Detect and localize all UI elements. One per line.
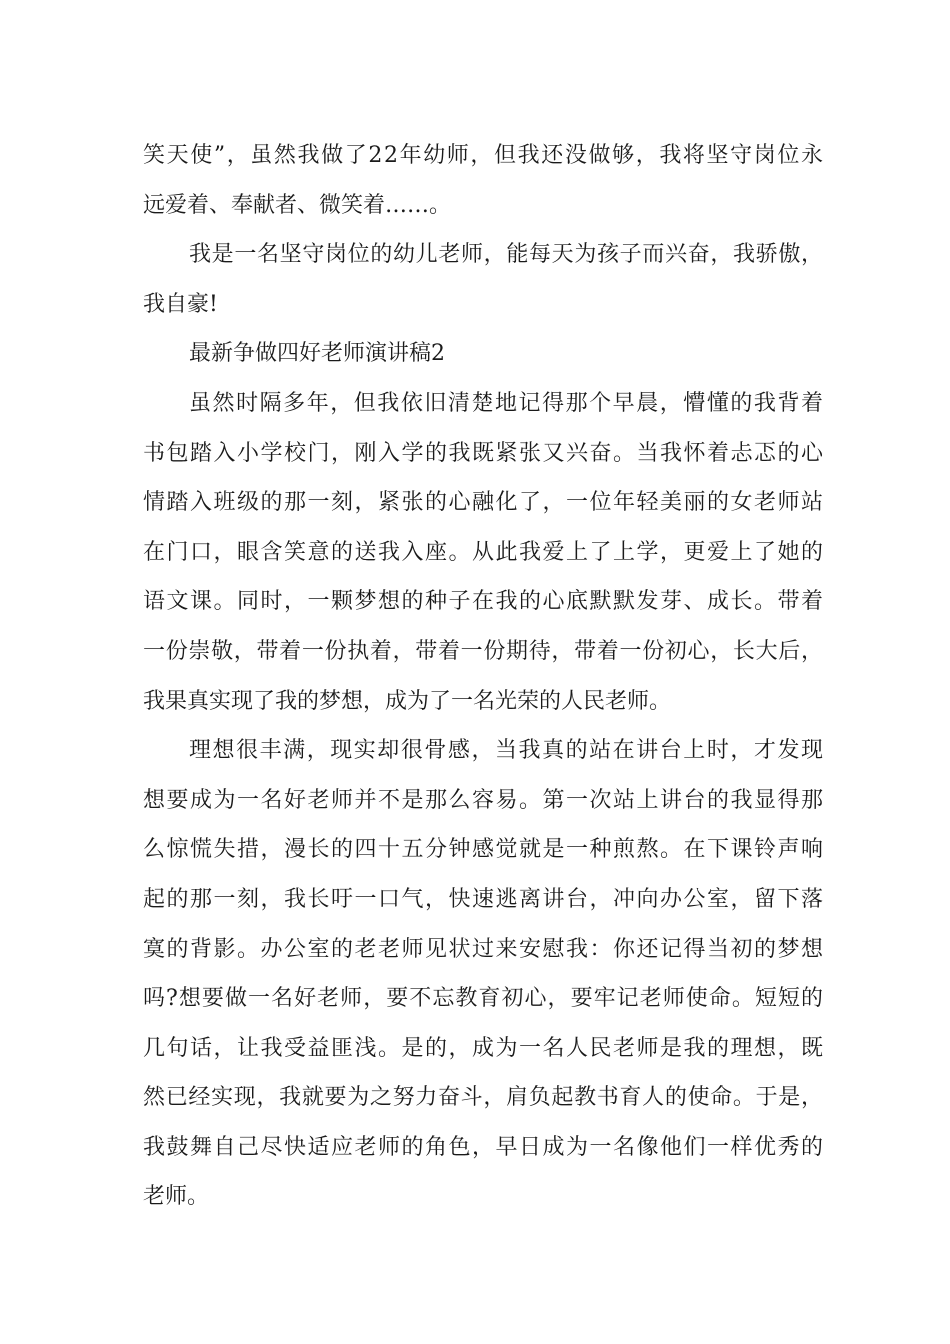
text-line: 我鼓舞自己尽快适应老师的角色，早日成为一名像他们一样优秀的 (143, 1134, 825, 1160)
text-line: 笑天使”，虽然我做了22年幼师，但我还没做够，我将坚守岗位永 (143, 143, 825, 168)
text-line: 老师。 (143, 1184, 210, 1210)
text-line: 虽然时隔多年，但我依旧清楚地记得那个早晨，懵懂的我背着 (189, 390, 825, 416)
text-line: 起的那一刻，我长吁一口气，快速逃离讲台，冲向办公室，留下落 (143, 886, 825, 912)
text-line: 么惊慌失措，漫长的四十五分钟感觉就是一种煎熬。在下课铃声响 (143, 837, 825, 863)
text-line: 然已经实现，我就要为之努力奋斗，肩负起教书育人的使命。于是， (143, 1085, 824, 1111)
document-body (143, 131, 823, 1222)
text-line: 在门口，眼含笑意的送我入座。从此我爱上了上学，更爱上了她的 (143, 539, 825, 565)
text-line: 语文课。同时，一颗梦想的种子在我的心底默默发芽、成长。带着 (143, 589, 825, 615)
text-line: 情踏入班级的那一刻，紧张的心融化了，一位年轻美丽的女老师站 (143, 490, 825, 516)
text-line: 吗?想要做一名好老师，要不忘教育初心，要牢记老师使命。短短的 (143, 986, 825, 1012)
text-line: 书包踏入小学校门，刚入学的我既紧张又兴奋。当我怀着忐忑的心 (143, 440, 825, 466)
text-line: 我果真实现了我的梦想，成为了一名光荣的人民老师。 (143, 688, 672, 714)
text-line: 几句话，让我受益匪浅。是的，成为一名人民老师是我的理想，既 (143, 1035, 825, 1061)
text-line: 想要成为一名好老师并不是那么容易。第一次站上讲台的我显得那 (143, 787, 825, 813)
text-line: 理想很丰满，现实却很骨感，当我真的站在讲台上时，才发现 (189, 738, 825, 764)
section-heading: 最新争做四好老师演讲稿2 (189, 341, 445, 367)
text-line: 一份崇敬，带着一份执着，带着一份期待，带着一份初心，长大后， (143, 638, 824, 664)
text-line: 寞的背影。办公室的老老师见状过来安慰我：你还记得当初的梦想 (143, 936, 825, 962)
text-line: 我是一名坚守岗位的幼儿老师，能每天为孩子而兴奋，我骄傲， (189, 242, 824, 268)
text-line: 远爱着、奉献者、微笑着……。 (143, 192, 452, 218)
text-line: 我自豪! (143, 291, 218, 317)
